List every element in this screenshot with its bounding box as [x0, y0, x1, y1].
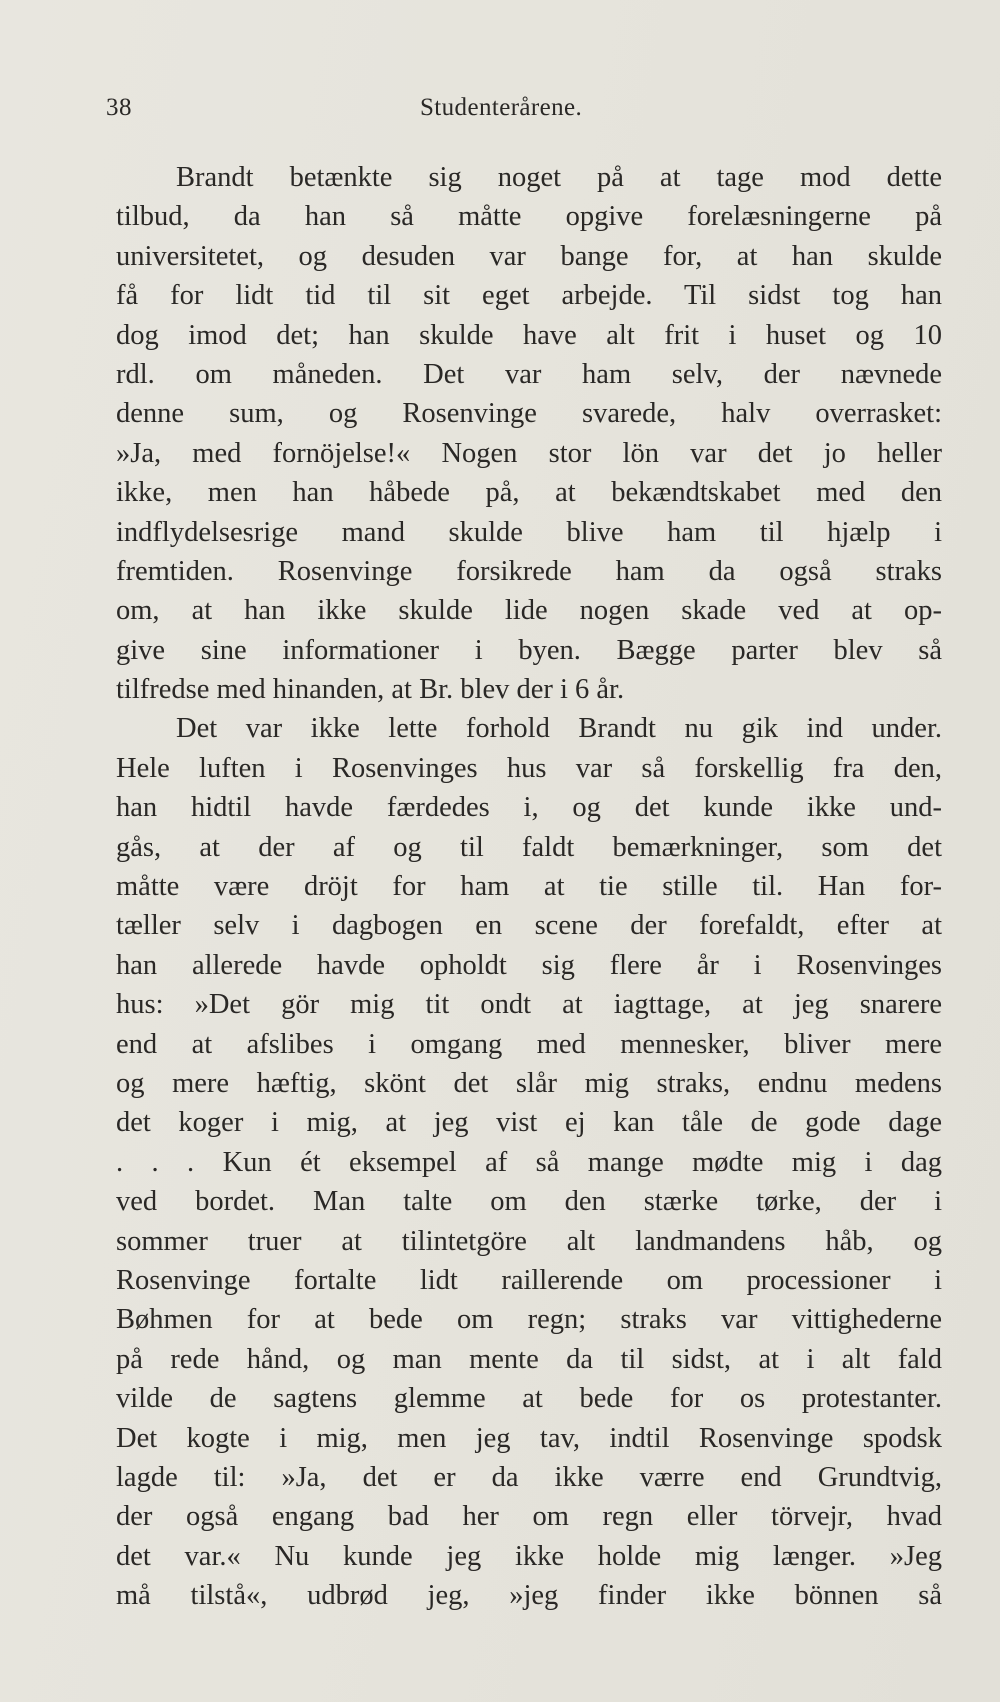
text-line: Det kogte i mig, men jeg tav, indtil Rosenvinge spodsk [116, 1422, 942, 1454]
text-line: dog imod det; han skulde have alt frit i huset og 10 [116, 319, 942, 351]
text-line: han hidtil havde færdedes i, og det kunde ikke und- [116, 792, 942, 824]
text-line: denne sum, og Rosenvinge svarede, halv overrasket: [116, 398, 942, 430]
page-header [106, 94, 942, 130]
body-text [116, 158, 942, 1615]
text-line: Hele luften i Rosenvinges hus var så forskellig fra den, [116, 752, 942, 784]
text-line: det koger i mig, at jeg vist ej kan tåle de gode dage [116, 1107, 942, 1139]
text-line: få for lidt tid til sit eget arbejde. Til sidst tog han [116, 280, 942, 312]
text-line: hus: »Det gör mig tit ondt at iagttage, at jeg snarere [116, 989, 942, 1021]
text-line: »Ja, med fornöjelse!« Nogen stor lön var det jo heller [116, 437, 942, 469]
text-line: Brandt betænkte sig noget på at tage mod dette [176, 162, 942, 193]
running-title: Studenterårene. [420, 94, 583, 121]
text-line: lagde til: »Ja, det er da ikke værre end Grundtvig, [116, 1461, 942, 1493]
text-line: om, at han ikke skulde lide nogen skade ved at op- [116, 595, 942, 627]
text-line: ved bordet. Man talte om den stærke tørke, der i [116, 1186, 942, 1218]
text-line: Bøhmen for at bede om regn; straks var vittighederne [116, 1304, 942, 1336]
text-line: måtte være dröjt for ham at tie stille til. Han for- [116, 871, 942, 903]
text-line: på rede hånd, og man mente da til sidst, at i alt fald [116, 1343, 942, 1375]
text-line: må tilstå«, udbrød jeg, »jeg finder ikke bönnen så [116, 1580, 942, 1612]
text-line: tilbud, da han så måtte opgive forelæsningerne på [116, 201, 942, 233]
text-line: der også engang bad her om regn eller törvejr, hvad [116, 1501, 942, 1533]
text-line: Det var ikke lette forhold Brandt nu gik ind under. [176, 713, 942, 745]
text-line: han allerede havde opholdt sig flere år i Rosenvinges [116, 949, 942, 981]
text-line: gås, at der af og til faldt bemærkninger, som det [116, 831, 942, 863]
text-line: sommer truer at tilintetgöre alt landmandens håb, og [116, 1225, 942, 1257]
text-line: det var.« Nu kunde jeg ikke holde mig længer. »Jeg [116, 1540, 942, 1572]
text-line: indflydelsesrige mand skulde blive ham til hjælp i [116, 516, 942, 548]
text-line: rdl. om måneden. Det var ham selv, der nævnede [116, 358, 942, 390]
text-line: ikke, men han håbede på, at bekændtskabet med den [116, 477, 942, 509]
page-number: 38 [106, 94, 132, 121]
text-line: Rosenvinge fortalte lidt raillerende om processioner i [116, 1264, 942, 1296]
text-line: universitetet, og desuden var bange for, at han skulde [116, 240, 942, 272]
text-line: give sine informationer i byen. Bægge parter blev så [116, 634, 942, 666]
text-line: og mere hæftig, skönt det slår mig straks, endnu medens [116, 1067, 942, 1099]
text-line: fremtiden. Rosenvinge forsikrede ham da også straks [116, 555, 942, 587]
text-line: tæller selv i dagbogen en scene der forefaldt, efter at [116, 910, 942, 942]
text-line: vilde de sagtens glemme at bede for os protestanter. [116, 1383, 942, 1415]
text-line: . . . Kun ét eksempel af så mange mødte mig i dag [116, 1146, 942, 1178]
text-line: end at afslibes i omgang med mennesker, bliver mere [116, 1028, 942, 1060]
text-line: tilfredse med hinanden, at Br. blev der i 6 år. [116, 674, 625, 706]
